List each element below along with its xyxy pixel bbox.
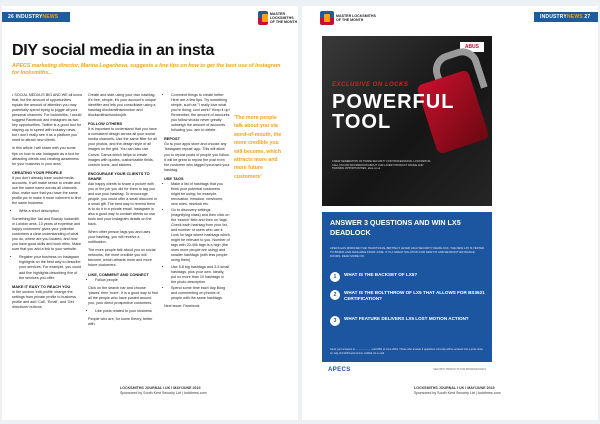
article-column-1 [12,93,82,313]
question-text: WHAT FEATURE DELIVERS LX5 LOST MOTION ACTION? [344,316,469,321]
competition-headline: ANSWER 3 QUESTIONS AND WIN LX5 DEADLOCK [330,218,461,237]
question-2 [330,290,488,303]
question-text: WHAT IS THE BACKSET OF LX5? [344,272,418,277]
paragraph: Create and start using your own hashtag. It's free, simple, it's your account's unique identifier and lets you consolidate using a hashtag #locksmithsinlondon and #locksmithsinlondonjob. [88,93,156,118]
subheading: MAKE IT EASY TO REACH YOU [12,283,71,289]
bullet-list [164,93,230,133]
bullet-item: • Follow people [95,278,158,283]
footer-line-1: LOCKSMITHS JOURNAL I UK I MAY/JUNE 2019 [414,386,495,390]
article-column-2 [88,93,158,330]
bullet-item: • Spend some time each day liking and commenting on photos of people with the same hashtags. [171,286,230,301]
pull-quote: 'The more people talk about you via word-of-mouth, the more credible you will become, which attracts more and more future customers' [234,115,282,180]
subheading: FOLLOW OTHERS [88,121,123,127]
section-label: INDUSTRY [540,14,567,20]
logo-line-2: OF THE MONTH [269,20,298,24]
section-accent: NEWS [42,14,59,20]
question-number: 2 [330,290,340,300]
bullet-item: • Go to discovery settings (magnifying class) and then click on the 'search' field and then on 'tags'. Check each hashtag from your list, and number of users who use it. Look for tags where hashtags which might be relevant to you. Number of tags with 20-40k tags is a high (the ones more people are using) and smaller hashtags (with less people using them). [171,208,230,264]
bullet-item: • Use 5-8 big hashtags and 3-5 small hashtags, plus your own. Ideally, put no more than 10 hashtags in the photo description. [171,265,230,285]
apecs-tagline: SECURITY PRODUCTS FOR PROFESSIONALS [433,368,486,371]
footer-line-1: LOCKSMITHS JOURNAL I UK I MAY/JUNE 2019 [120,386,201,390]
question-number: 3 [330,316,340,326]
apecs-logo: APECS [328,366,351,373]
paragraph: If you don't already have social media accounts, it will make sense to create and use the same name across all channels. Also, make sure that you have the same profile pic to make it more coherent to find the same business. [12,175,81,205]
paragraph: In the section 'edit profile' change the settings from private profile to business profile and add 'Call', 'Email', and 'Get directions' buttons. [12,289,76,309]
logo-line-1: MASTER LOCKSMITHS [269,12,294,20]
footer-line-2: Sponsored by South Kent Security Ltd | locktimes.com [120,391,207,395]
subheading: USE TAGS [164,175,184,181]
bullet-list [88,278,158,283]
question-text: WHAT IS THE BOLTTHROW OF LX5 THAT ALLOWS FOR BS3621 CERTIFICATION? [344,290,485,302]
ad-headline [332,92,454,132]
paragraph: It is important to understand that you have a consistent design across all your social media channels. Use the same filter for all your photos, and the design style of all images on the grid. You can also use Canva. Canva which helps to create images with quotes, customizable fields, custom icons, and stickers. [88,127,157,167]
paragraph: Click on the search bar and choose 'places' then 'more'. It is a good way to find all the people who have posted around you, your direct prospective customers. [88,285,158,305]
bullet-item: • Write a short description [19,209,82,214]
paragraph: When other person tags you and uses your hashtag, you will receive a notification. [88,230,151,245]
crest-icon [320,11,334,25]
ad-small-print: A NEW GENERATION OF TRADE SECURITY FOR PROFESSIONAL LOCKSMITHS. CALL US FOR INFORMATION ABOUT OUR LATEST PRODUCT RANGE AND TRAINING OPPORTUNITIES. abus.co.uk [332,160,431,171]
logo-line-1: MASTER LOCKSMITHS [336,14,376,18]
paragraph: The more people talk about you on social networks, the more credible you will become, which attracts more and more future customers. [88,248,156,268]
paragraph: Something like 'Ian and Brandy locksmith in London area. 10 years of expertise and happy customers' gives your potential customers a clear understanding of what you do, where are you located, and how you have good skills and work ethic. Make sure that you add a link to your website. [12,217,82,252]
bullet-list [164,182,230,301]
footer-line-2: Sponsored by South Kent Security Ltd | locktimes.com [414,391,501,395]
right-page [302,6,598,420]
paragraph: Go to your apps store and choose any 'Instagram repost' app. This will allow you to repost posts of people you follow. It will be great to repost the post from the customer who tagged you/used your hashtag. [164,142,230,172]
standfirst: APECS marketing director, Marina Logacheva, suggests a few tips on how to get the best use of Instagram for locksmiths... [12,63,281,76]
mlm-logo [320,10,376,26]
section-accent: NEWS [566,14,583,20]
question-1 [330,272,488,282]
question-number: 1 [330,272,340,282]
ad-headline-line-2: TOOL [332,111,392,133]
bullet-item: • Register your business on Instagram highlights on the best way to describe your services. For example, you could add five highlights describing five of the services you offer. [19,255,82,280]
ad-headline-line-1: POWERFUL [332,91,455,113]
apecs-competition-advert[interactable] [322,212,492,377]
article-column-3 [164,93,230,312]
crest-icon [258,11,268,25]
logo-line-2: OF THE MONTH [336,18,364,22]
abus-logo: ABUS [460,42,484,52]
section-band [2,12,70,22]
subheading: CREATING YOUR PROFILE [12,169,63,175]
question-3 [330,316,488,326]
competition-intro: APECS HAS MODIFIED THE TRADITIONAL BRITISH 5 LEVER HIGH SECURITY DEADLOCK. THE NEW LX5 IS TESTED TO BS3621 AND AVAILABLE FROM JUNE. IT IS A GREAT SOLUTION FOR NEW FIT AND RETROFIT ENTRANCE DOORS. READ MORE ON [330,246,485,258]
bullet-list [12,209,82,214]
section-label: INDUSTRY [15,14,43,20]
bullet-item: • Comment things to create better Here are a few tips. Try something simple, such as "I really love what you're doing, cool work!" Keep it up! Remember, the amount of accounts you follow should never greatly outweigh the amount of accounts following you, aim to delete. [171,93,230,133]
abus-advert[interactable] [322,36,492,206]
paragraph: In this article I will share with you some tips on how to use Instagram as a tool for attracting clients and creating awareness for your business in your area. [12,146,80,166]
paragraph: • SOCIAL MEDIA IS BIG AND WE all know that, but the amount of opportunities equals the amount of attention you may potentially spend trying to juggle all your personal channels. For locksmiths, I would suggest Facebook and Instagram as two key opportunities. Twitter is a good tool for staying up to speed with industry news, but I don't really see it as a platform you need to attract new clients. [12,93,83,143]
left-page [2,6,298,420]
page-number: 27 [584,14,591,20]
subheading: REPOST [164,136,180,142]
subheading: LIKE, COMMENT AND CONNECT [88,271,149,277]
bullet-item: • Like posts related to your business [95,309,158,314]
paragraph: Next issue: Facebook [164,303,200,308]
page-number: 26 [8,14,14,20]
ad-tagline: EXCLUSIVE ON LOCKS [332,82,409,88]
paragraph: Ask happy clients to share a picture with you or the job you did for them to tag you and use your hashtag. To encourage people, you could offer a small discount or a small gift. The best way to remind them is to do it in a private email. Instagram is also a good way to contact clients so use tools and your Instagram details on the back. [88,181,158,227]
section-band [534,12,598,22]
mlm-logo [258,10,298,26]
apecs-brand-strip [322,362,492,377]
page-footer [414,386,501,396]
competition-send-info: Send your answers to ..................... until 25th of June 2019. Those who answer 3 questions correctly will be entered into a prize draw on July 2nd 2019 and winner notified via e-mail [330,348,483,355]
article-title: DIY social media in an insta [12,42,215,59]
paragraph: People who are, for some theory, better with. [88,316,153,326]
page-footer [120,386,207,396]
bullet-list [12,255,82,280]
subheading: ENCOURAGE YOUR CLIENTS TO SHARE [88,170,150,181]
bullet-item: • Make a list of hashtags that you think your potential customers might be using; for example, renovation, newdoor, newhome, new rules, newlock etc. [171,182,230,207]
bullet-list [88,309,158,314]
